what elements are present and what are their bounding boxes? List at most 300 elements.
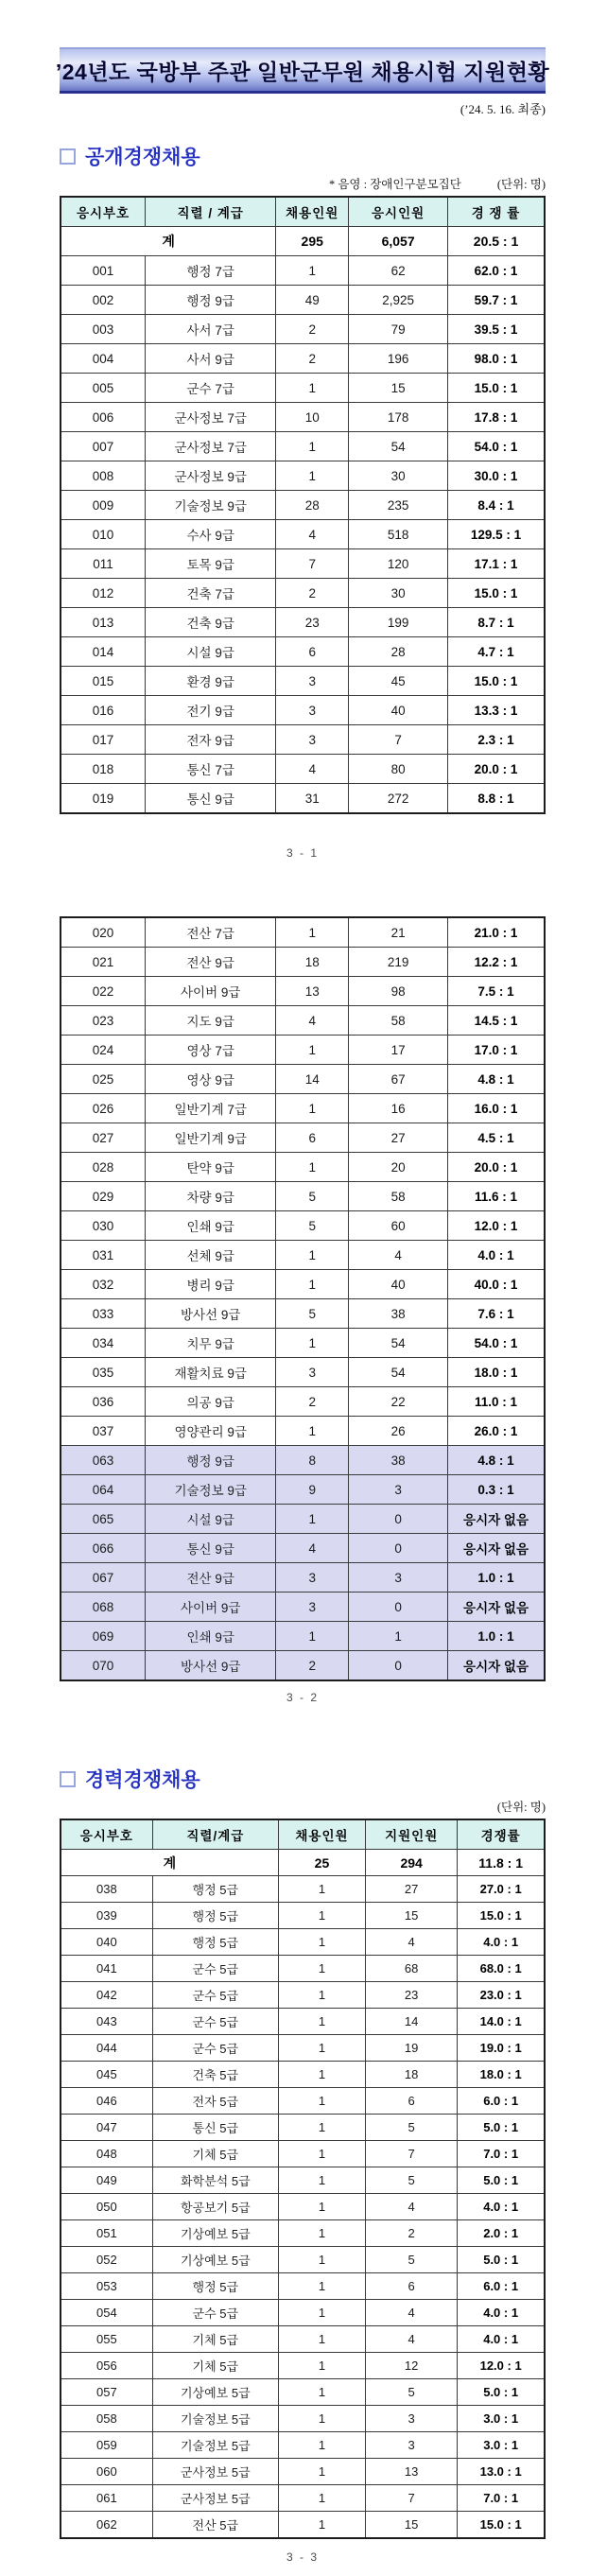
cell-applied: 5 — [366, 2247, 458, 2273]
cell-applied: 26 — [349, 1417, 448, 1446]
cell-code: 047 — [61, 2115, 152, 2141]
cell-code: 002 — [61, 286, 146, 315]
unit-note: (단위: 명) — [496, 1801, 546, 1814]
page-title: ’24년도 국방부 주관 일반군무원 채용시험 지원현황 — [55, 59, 550, 84]
cell-ratio: 40.0 : 1 — [448, 1270, 545, 1299]
table-row — [61, 1358, 545, 1387]
cell-code: 050 — [61, 2194, 152, 2220]
cell-hires: 1 — [278, 2300, 365, 2326]
table-row — [61, 1241, 545, 1270]
cell-ratio: 39.5 : 1 — [448, 315, 545, 344]
cell-ratio: 4.8 : 1 — [448, 1446, 545, 1475]
cell-code: 067 — [61, 1563, 146, 1593]
cell-rank: 기체 5급 — [152, 2326, 278, 2353]
cell-code: 007 — [61, 432, 146, 461]
cell-rank: 방사선 9급 — [146, 1299, 276, 1329]
cell-rank: 인쇄 9급 — [146, 1622, 276, 1651]
cell-rank: 수사 9급 — [146, 520, 276, 549]
table-header-row — [61, 197, 545, 227]
cell-rank: 행정 9급 — [146, 1446, 276, 1475]
cell-rank: 선체 9급 — [146, 1241, 276, 1270]
cell-ratio: 17.8 : 1 — [448, 403, 545, 432]
cell-hires: 1 — [278, 2432, 365, 2459]
table-row — [61, 1475, 545, 1505]
title-banner — [55, 47, 550, 94]
table-row — [61, 725, 545, 755]
cell-applied: 7 — [349, 725, 448, 755]
cell-rank: 기체 5급 — [152, 2141, 278, 2167]
cell-applied: 68 — [366, 1956, 458, 1982]
cell-code: 012 — [61, 579, 146, 608]
table-notes — [60, 178, 546, 192]
cell-rank: 전산 9급 — [146, 1563, 276, 1593]
cell-ratio: 20.0 : 1 — [448, 755, 545, 784]
cell-rank: 통신 9급 — [146, 1534, 276, 1563]
table-row — [61, 2485, 545, 2512]
cell-ratio: 19.0 : 1 — [458, 2035, 545, 2062]
cell-hires: 1 — [278, 2273, 365, 2300]
cell-ratio: 응시자 없음 — [448, 1651, 545, 1681]
cell-code: 035 — [61, 1358, 146, 1387]
cell-ratio: 7.0 : 1 — [458, 2485, 545, 2512]
table-row — [61, 696, 545, 725]
cell-ratio: 5.0 : 1 — [458, 2379, 545, 2406]
cell-ratio: 7.6 : 1 — [448, 1299, 545, 1329]
cell-hires: 9 — [276, 1475, 349, 1505]
table-row — [61, 2300, 545, 2326]
cell-applied: 22 — [349, 1387, 448, 1417]
table-row — [61, 344, 545, 374]
cell-applied: 58 — [349, 1006, 448, 1036]
table-row — [61, 1563, 545, 1593]
cell-rank: 기상예보 5급 — [152, 2220, 278, 2247]
cell-code: 059 — [61, 2432, 152, 2459]
table-row — [61, 1446, 545, 1475]
cell-hires: 1 — [278, 1982, 365, 2009]
cell-hires: 2 — [276, 1387, 349, 1417]
cell-code: 014 — [61, 637, 146, 667]
cell-ratio: 15.0 : 1 — [448, 667, 545, 696]
cell-rank: 화학분석 5급 — [152, 2167, 278, 2194]
table-row — [61, 1982, 545, 2009]
cell-applied: 98 — [349, 977, 448, 1006]
cell-hires: 4 — [276, 520, 349, 549]
cell-applied: 17 — [349, 1036, 448, 1065]
open-recruitment-table-page2 — [60, 916, 546, 1681]
cell-ratio: 4.5 : 1 — [448, 1123, 545, 1153]
cell-code: 025 — [61, 1065, 146, 1094]
cell-hires: 3 — [276, 696, 349, 725]
cell-hires: 1 — [278, 2194, 365, 2220]
cell-hires: 5 — [276, 1211, 349, 1241]
section-heading-career-recruitment — [60, 1765, 546, 1793]
cell-applied: 30 — [349, 461, 448, 491]
cell-applied: 27 — [366, 1876, 458, 1903]
cell-ratio: 4.0 : 1 — [458, 2194, 545, 2220]
cell-ratio: 3.0 : 1 — [458, 2432, 545, 2459]
cell-applied: 6 — [366, 2088, 458, 2115]
cell-hires: 10 — [276, 403, 349, 432]
cell-code: 045 — [61, 2062, 152, 2088]
cell-code: 061 — [61, 2485, 152, 2512]
cell-ratio: 11.6 : 1 — [448, 1182, 545, 1211]
cell-applied: 272 — [349, 784, 448, 814]
cell-hires: 4 — [276, 1534, 349, 1563]
cell-rank: 통신 7급 — [146, 755, 276, 784]
cell-rank: 전산 9급 — [146, 948, 276, 977]
cell-hires: 5 — [276, 1299, 349, 1329]
cell-hires: 1 — [276, 461, 349, 491]
unit-note: (단위: 명) — [496, 178, 546, 191]
table-notes — [60, 1801, 546, 1815]
cell-hires: 1 — [278, 2062, 365, 2088]
cell-rank: 행정 7급 — [146, 256, 276, 286]
cell-applied: 15 — [366, 2512, 458, 2539]
cell-ratio: 17.1 : 1 — [448, 549, 545, 579]
cell-hires: 6 — [276, 637, 349, 667]
cell-rank: 기술정보 5급 — [152, 2432, 278, 2459]
cell-code: 013 — [61, 608, 146, 637]
cell-ratio: 5.0 : 1 — [458, 2115, 545, 2141]
cell-ratio: 13.0 : 1 — [458, 2459, 545, 2485]
cell-code: 055 — [61, 2326, 152, 2353]
cell-hires: 1 — [276, 917, 349, 948]
cell-ratio: 4.0 : 1 — [458, 1929, 545, 1956]
table-row — [61, 784, 545, 814]
cell-hires: 1 — [278, 2406, 365, 2432]
cell-code: 008 — [61, 461, 146, 491]
cell-code: 001 — [61, 256, 146, 286]
cell-total-hires: 25 — [278, 1850, 365, 1876]
cell-code: 058 — [61, 2406, 152, 2432]
table-row — [61, 403, 545, 432]
cell-total-label: 계 — [61, 1850, 278, 1876]
cell-rank: 사서 9급 — [146, 344, 276, 374]
col-header-code: 응시부호 — [61, 1819, 152, 1850]
cell-rank: 시설 9급 — [146, 637, 276, 667]
cell-code: 026 — [61, 1094, 146, 1123]
cell-applied: 16 — [349, 1094, 448, 1123]
table-row — [61, 2194, 545, 2220]
col-header-hires: 채용인원 — [276, 197, 349, 227]
table-row — [61, 461, 545, 491]
cell-rank: 전자 9급 — [146, 725, 276, 755]
cell-rank: 차량 9급 — [146, 1182, 276, 1211]
cell-applied: 40 — [349, 696, 448, 725]
cell-rank: 군수 7급 — [146, 374, 276, 403]
cell-code: 042 — [61, 1982, 152, 2009]
cell-ratio: 26.0 : 1 — [448, 1417, 545, 1446]
cell-hires: 1 — [276, 1505, 349, 1534]
cell-hires: 1 — [276, 1153, 349, 1182]
cell-rank: 군사정보 5급 — [152, 2485, 278, 2512]
table-row — [61, 1876, 545, 1903]
table-row — [61, 1123, 545, 1153]
cell-applied: 18 — [366, 2062, 458, 2088]
table-row — [61, 1065, 545, 1094]
cell-applied: 27 — [349, 1123, 448, 1153]
cell-rank: 기술정보 9급 — [146, 491, 276, 520]
cell-rank: 군사정보 5급 — [152, 2459, 278, 2485]
cell-rank: 영상 9급 — [146, 1065, 276, 1094]
cell-applied: 28 — [349, 637, 448, 667]
cell-code: 043 — [61, 2009, 152, 2035]
col-header-ratio: 경 쟁 률 — [448, 197, 545, 227]
cell-hires: 3 — [276, 725, 349, 755]
cell-code: 034 — [61, 1329, 146, 1358]
cell-rank: 전산 7급 — [146, 917, 276, 948]
cell-ratio: 27.0 : 1 — [458, 1876, 545, 1903]
cell-ratio: 5.0 : 1 — [458, 2167, 545, 2194]
cell-applied: 19 — [366, 2035, 458, 2062]
table-row — [61, 2167, 545, 2194]
cell-ratio: 6.0 : 1 — [458, 2088, 545, 2115]
cell-rank: 군사정보 9급 — [146, 461, 276, 491]
cell-hires: 1 — [278, 1876, 365, 1903]
cell-total-applied: 294 — [366, 1850, 458, 1876]
table-row — [61, 432, 545, 461]
cell-applied: 23 — [366, 1982, 458, 2009]
table-row — [61, 1182, 545, 1211]
square-bullet-icon — [60, 1771, 76, 1787]
col-header-ratio: 경쟁률 — [458, 1819, 545, 1850]
cell-ratio: 98.0 : 1 — [448, 344, 545, 374]
cell-hires: 1 — [276, 1417, 349, 1446]
cell-hires: 1 — [278, 2088, 365, 2115]
cell-rank: 건축 7급 — [146, 579, 276, 608]
table-row — [61, 1651, 545, 1681]
cell-ratio: 4.0 : 1 — [458, 2300, 545, 2326]
cell-hires: 28 — [276, 491, 349, 520]
cell-code: 028 — [61, 1153, 146, 1182]
cell-code: 056 — [61, 2353, 152, 2379]
cell-code: 041 — [61, 1956, 152, 1982]
cell-rank: 일반기계 9급 — [146, 1123, 276, 1153]
table-row — [61, 755, 545, 784]
table-row — [61, 1299, 545, 1329]
cell-code: 010 — [61, 520, 146, 549]
table-row — [61, 2009, 545, 2035]
cell-rank: 행정 5급 — [152, 2273, 278, 2300]
cell-code: 057 — [61, 2379, 152, 2406]
cell-ratio: 응시자 없음 — [448, 1534, 545, 1563]
cell-applied: 5 — [366, 2115, 458, 2141]
cell-applied: 40 — [349, 1270, 448, 1299]
cell-ratio: 4.0 : 1 — [448, 1241, 545, 1270]
cell-ratio: 54.0 : 1 — [448, 1329, 545, 1358]
cell-hires: 31 — [276, 784, 349, 814]
cell-rank: 전기 9급 — [146, 696, 276, 725]
cell-hires: 3 — [276, 667, 349, 696]
cell-rank: 재활치료 9급 — [146, 1358, 276, 1387]
cell-rank: 영양관리 9급 — [146, 1417, 276, 1446]
cell-applied: 67 — [349, 1065, 448, 1094]
cell-hires: 13 — [276, 977, 349, 1006]
cell-hires: 8 — [276, 1446, 349, 1475]
table-row — [61, 315, 545, 344]
cell-code: 032 — [61, 1270, 146, 1299]
cell-code: 022 — [61, 977, 146, 1006]
cell-ratio: 8.8 : 1 — [448, 784, 545, 814]
table-row — [61, 2088, 545, 2115]
cell-rank: 군수 5급 — [152, 2035, 278, 2062]
cell-code: 053 — [61, 2273, 152, 2300]
cell-ratio: 17.0 : 1 — [448, 1036, 545, 1065]
table-row — [61, 1094, 545, 1123]
cell-rank: 행정 9급 — [146, 286, 276, 315]
table-header-row — [61, 1819, 545, 1850]
cell-rank: 통신 9급 — [146, 784, 276, 814]
total-row — [61, 1850, 545, 1876]
section-heading-label: 공개경쟁채용 — [85, 147, 200, 168]
cell-ratio: 응시자 없음 — [448, 1505, 545, 1534]
col-header-rank: 직렬/계급 — [152, 1819, 278, 1850]
cell-applied: 3 — [366, 2406, 458, 2432]
table-row — [61, 491, 545, 520]
cell-applied: 14 — [366, 2009, 458, 2035]
cell-rank: 항공보기 5급 — [152, 2194, 278, 2220]
cell-rank: 치무 9급 — [146, 1329, 276, 1358]
table-row — [61, 286, 545, 315]
cell-hires: 2 — [276, 579, 349, 608]
cell-hires: 18 — [276, 948, 349, 977]
cell-rank: 기상예보 5급 — [152, 2379, 278, 2406]
cell-applied: 120 — [349, 549, 448, 579]
cell-applied: 60 — [349, 1211, 448, 1241]
cell-applied: 15 — [366, 1903, 458, 1929]
cell-ratio: 129.5 : 1 — [448, 520, 545, 549]
cell-hires: 1 — [278, 1903, 365, 1929]
cell-applied: 62 — [349, 256, 448, 286]
cell-ratio: 62.0 : 1 — [448, 256, 545, 286]
revision-note: (’24. 5. 16. 최종) — [460, 102, 546, 116]
cell-rank: 건축 9급 — [146, 608, 276, 637]
cell-applied: 0 — [349, 1651, 448, 1681]
cell-applied: 199 — [349, 608, 448, 637]
table-row — [61, 1387, 545, 1417]
cell-code: 051 — [61, 2220, 152, 2247]
table-row — [61, 1593, 545, 1622]
cell-code: 027 — [61, 1123, 146, 1153]
table-row — [61, 1153, 545, 1182]
cell-rank: 사이버 9급 — [146, 1593, 276, 1622]
cell-rank: 기체 5급 — [152, 2353, 278, 2379]
table-row — [61, 608, 545, 637]
cell-applied: 2 — [366, 2220, 458, 2247]
cell-ratio: 23.0 : 1 — [458, 1982, 545, 2009]
cell-rank: 방사선 9급 — [146, 1651, 276, 1681]
cell-code: 048 — [61, 2141, 152, 2167]
cell-code: 018 — [61, 755, 146, 784]
cell-code: 052 — [61, 2247, 152, 2273]
cell-hires: 4 — [276, 1006, 349, 1036]
cell-code: 024 — [61, 1036, 146, 1065]
cell-code: 065 — [61, 1505, 146, 1534]
table-row — [61, 1505, 545, 1534]
cell-code: 021 — [61, 948, 146, 977]
cell-applied: 54 — [349, 432, 448, 461]
cell-ratio: 20.0 : 1 — [448, 1153, 545, 1182]
cell-code: 017 — [61, 725, 146, 755]
cell-code: 046 — [61, 2088, 152, 2115]
cell-ratio: 18.0 : 1 — [448, 1358, 545, 1387]
cell-code: 039 — [61, 1903, 152, 1929]
cell-code: 004 — [61, 344, 146, 374]
cell-code: 064 — [61, 1475, 146, 1505]
cell-applied: 235 — [349, 491, 448, 520]
cell-applied: 5 — [366, 2167, 458, 2194]
cell-code: 011 — [61, 549, 146, 579]
cell-ratio: 7.0 : 1 — [458, 2141, 545, 2167]
table-row — [61, 2432, 545, 2459]
open-recruitment-table-page1 — [60, 196, 546, 814]
cell-rank: 전자 5급 — [152, 2088, 278, 2115]
cell-applied: 58 — [349, 1182, 448, 1211]
table-row — [61, 667, 545, 696]
cell-ratio: 12.0 : 1 — [458, 2353, 545, 2379]
table-row — [61, 2247, 545, 2273]
cell-rank: 사이버 9급 — [146, 977, 276, 1006]
cell-code: 033 — [61, 1299, 146, 1329]
table-row — [61, 1036, 545, 1065]
cell-rank: 시설 9급 — [146, 1505, 276, 1534]
cell-applied: 79 — [349, 315, 448, 344]
cell-applied: 54 — [349, 1329, 448, 1358]
cell-applied: 4 — [366, 2300, 458, 2326]
cell-applied: 3 — [366, 2432, 458, 2459]
cell-ratio: 15.0 : 1 — [448, 579, 545, 608]
cell-total-ratio: 11.8 : 1 — [458, 1850, 545, 1876]
cell-ratio: 응시자 없음 — [448, 1593, 545, 1622]
cell-hires: 1 — [276, 1241, 349, 1270]
cell-code: 049 — [61, 2167, 152, 2194]
cell-hires: 6 — [276, 1123, 349, 1153]
cell-ratio: 4.0 : 1 — [458, 2326, 545, 2353]
cell-ratio: 3.0 : 1 — [458, 2406, 545, 2432]
cell-hires: 14 — [276, 1065, 349, 1094]
cell-rank: 군수 5급 — [152, 2300, 278, 2326]
cell-applied: 80 — [349, 755, 448, 784]
cell-rank: 기상예보 5급 — [152, 2247, 278, 2273]
cell-applied: 15 — [349, 374, 448, 403]
cell-applied: 21 — [349, 917, 448, 948]
table-row — [61, 2273, 545, 2300]
cell-hires: 49 — [276, 286, 349, 315]
table-row — [61, 374, 545, 403]
cell-hires: 1 — [276, 432, 349, 461]
table-row — [61, 579, 545, 608]
cell-ratio: 15.0 : 1 — [448, 374, 545, 403]
cell-ratio: 5.0 : 1 — [458, 2247, 545, 2273]
col-header-applied: 응시인원 — [349, 197, 448, 227]
cell-hires: 1 — [278, 2220, 365, 2247]
square-bullet-icon — [60, 148, 76, 165]
table-row — [61, 2062, 545, 2088]
cell-hires: 3 — [276, 1593, 349, 1622]
cell-code: 068 — [61, 1593, 146, 1622]
col-header-code: 응시부호 — [61, 197, 146, 227]
cell-ratio: 1.0 : 1 — [448, 1563, 545, 1593]
cell-hires: 1 — [276, 1329, 349, 1358]
cell-hires: 1 — [278, 1956, 365, 1982]
page-footer-3: 3 - 3 — [286, 2550, 319, 2564]
cell-code: 015 — [61, 667, 146, 696]
cell-rank: 전산 5급 — [152, 2512, 278, 2539]
table-row — [61, 2512, 545, 2539]
cell-ratio: 18.0 : 1 — [458, 2062, 545, 2088]
cell-ratio: 14.5 : 1 — [448, 1006, 545, 1036]
cell-hires: 5 — [276, 1182, 349, 1211]
